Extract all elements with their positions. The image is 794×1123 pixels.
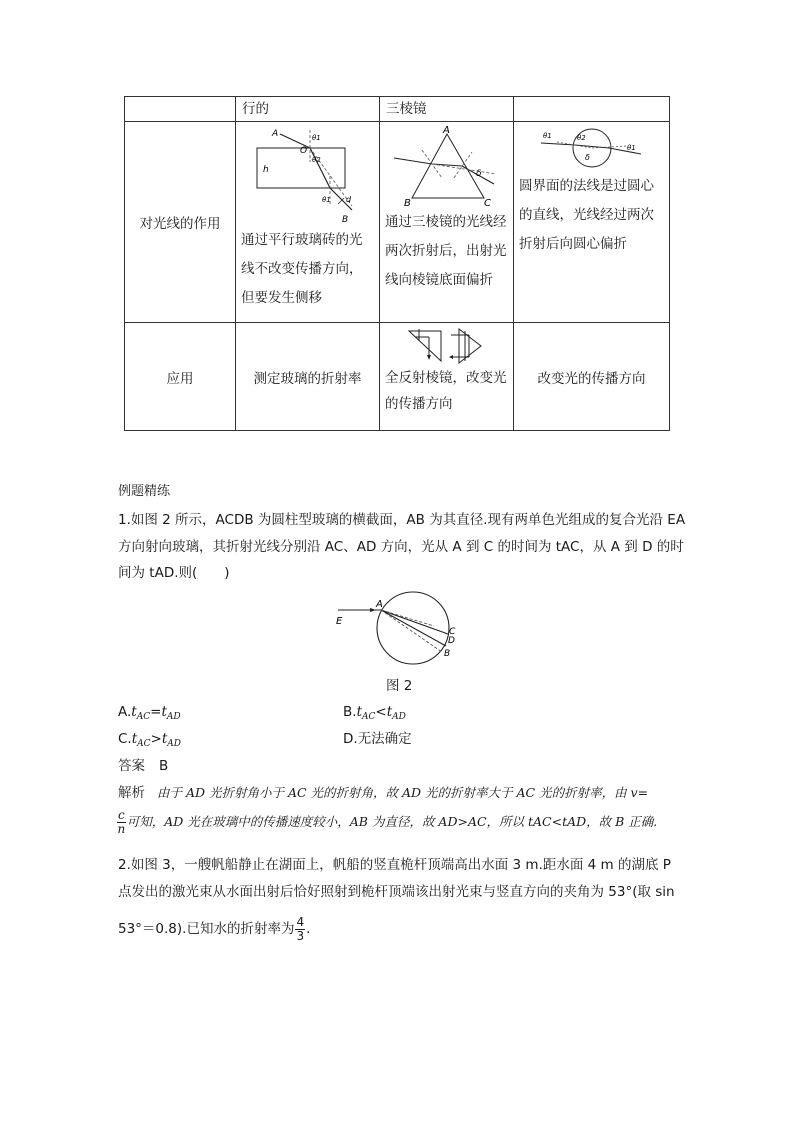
prism-application-text: 全反射棱镜，改变光的传播方向 bbox=[385, 370, 507, 412]
option-C: $C.t_{AC}>t_{AD}$ bbox=[118, 731, 182, 749]
prism-label-B: B bbox=[403, 198, 411, 208]
label-O: O bbox=[299, 146, 307, 156]
row-label-application: 应用 bbox=[125, 323, 236, 431]
q1-line3: 间为 tAD.则( ) bbox=[118, 565, 230, 581]
header-cell-empty bbox=[125, 97, 236, 122]
label-theta2: θ2 bbox=[311, 156, 321, 164]
circle-label-theta1: θ1 bbox=[542, 132, 552, 140]
analysis-line1: 解析 由于 AD 光折射角小于 AC 光的折射角，故 AD 光的折射率大于 AC 光的折射率，由 v= bbox=[118, 785, 649, 801]
q1-line1: 1.如图 2 所示，ACDB 为圆柱型玻璃的横截面，AB 为其直径.现有两单色光组成的复合光沿 EA bbox=[118, 512, 686, 528]
header-cell-glass: 行的 bbox=[236, 97, 380, 122]
fig2-label-C: C bbox=[449, 627, 456, 637]
fig2-label-A: A bbox=[376, 599, 383, 610]
option-A: $A.t_{AC}=t_{AD}$ bbox=[118, 704, 181, 722]
glass-effect-text: 通过平行玻璃砖的光线不改变传播方向，但要发生侧移 bbox=[241, 232, 363, 306]
label-theta1-out: θ1 bbox=[321, 196, 331, 204]
circle-effect-text: 圆界面的法线是过圆心的直线，光线经过两次折射后向圆心偏折 bbox=[519, 178, 654, 252]
q2-line3: 53°＝0.8).已知水的折射率为 $\frac{4}{3}$ . bbox=[118, 914, 311, 943]
cell-glass-effect bbox=[236, 122, 380, 323]
label-theta1: θ1 bbox=[311, 134, 321, 142]
header-cell-prism: 三棱镜 bbox=[380, 97, 514, 122]
fig2-label-E: E bbox=[336, 616, 343, 627]
four-thirds-fraction: $\frac{4}{3}$ bbox=[296, 914, 305, 943]
option-D: D.无法确定 bbox=[343, 731, 412, 747]
circle-label-delta: δ bbox=[584, 153, 590, 162]
q2-line2: 点发出的激光束从水面出射后恰好照射到桅杆顶端该出射光束与竖直方向的夹角为 53°(取 sin bbox=[118, 884, 675, 900]
cell-circle-effect bbox=[514, 122, 670, 323]
answer-line: 答案 B bbox=[118, 758, 169, 774]
analysis-line2: $\frac{c}{n}$ 可知，AD 光在玻璃中的传播速度较小，AB 为直径，故 AD>AC，所以 tAC<tAD，故 B 正确. bbox=[117, 807, 658, 836]
option-B: $B.t_{AC}<t_{AD}$ bbox=[343, 704, 406, 722]
table-header-row bbox=[125, 97, 670, 122]
cell-circle-application: 改变光的传播方向 bbox=[514, 323, 670, 431]
cell-prism-effect bbox=[380, 122, 514, 323]
q1-line2: 方向射向玻璃，其折射光线分别沿 AC、AD 方向，光从 A 到 C 的时间为 tAC，从 A 到 D 的时 bbox=[118, 539, 684, 555]
total-reflection-prism-icon bbox=[399, 327, 495, 365]
prism-label-delta: δ bbox=[475, 169, 482, 179]
figure-2-diagram bbox=[334, 590, 464, 672]
cell-prism-application bbox=[380, 323, 514, 431]
label-d: d bbox=[345, 195, 351, 204]
parallel-glass-diagram bbox=[252, 126, 364, 226]
fig2-label-D: D bbox=[448, 636, 455, 646]
table-row-effect bbox=[125, 122, 670, 323]
fig2-label-B: B bbox=[444, 649, 451, 659]
header-cell-circle bbox=[514, 97, 670, 122]
section-title: 例题精练 bbox=[118, 484, 171, 499]
label-A: A bbox=[271, 129, 278, 139]
label-h: h bbox=[262, 165, 269, 175]
cell-glass-application: 测定玻璃的折射率 bbox=[236, 323, 380, 431]
c-over-n-fraction: $\frac{c}{n}$ bbox=[117, 807, 126, 836]
prism-effect-text: 通过三棱镜的光线经两次折射后，出射光线向棱镜底面偏折 bbox=[385, 214, 507, 288]
figure-2-caption: 图 2 bbox=[386, 678, 413, 694]
circle-label-theta2: θ2 bbox=[576, 134, 586, 142]
row-label-effect: 对光线的作用 bbox=[125, 122, 236, 323]
circle-interface-diagram bbox=[537, 126, 647, 172]
prism-label-A: A bbox=[442, 126, 450, 136]
table-row-application bbox=[125, 323, 670, 431]
circle-label-theta1-out: θ1 bbox=[626, 144, 636, 152]
label-B: B bbox=[341, 215, 348, 225]
prism-label-C: C bbox=[483, 198, 491, 208]
q2-line1: 2.如图 3，一艘帆船静止在湖面上，帆船的竖直桅杆顶端高出水面 3 m.距水面 4 m 的湖底 P bbox=[118, 857, 671, 873]
prism-diagram bbox=[392, 126, 502, 208]
comparison-table bbox=[124, 96, 670, 431]
